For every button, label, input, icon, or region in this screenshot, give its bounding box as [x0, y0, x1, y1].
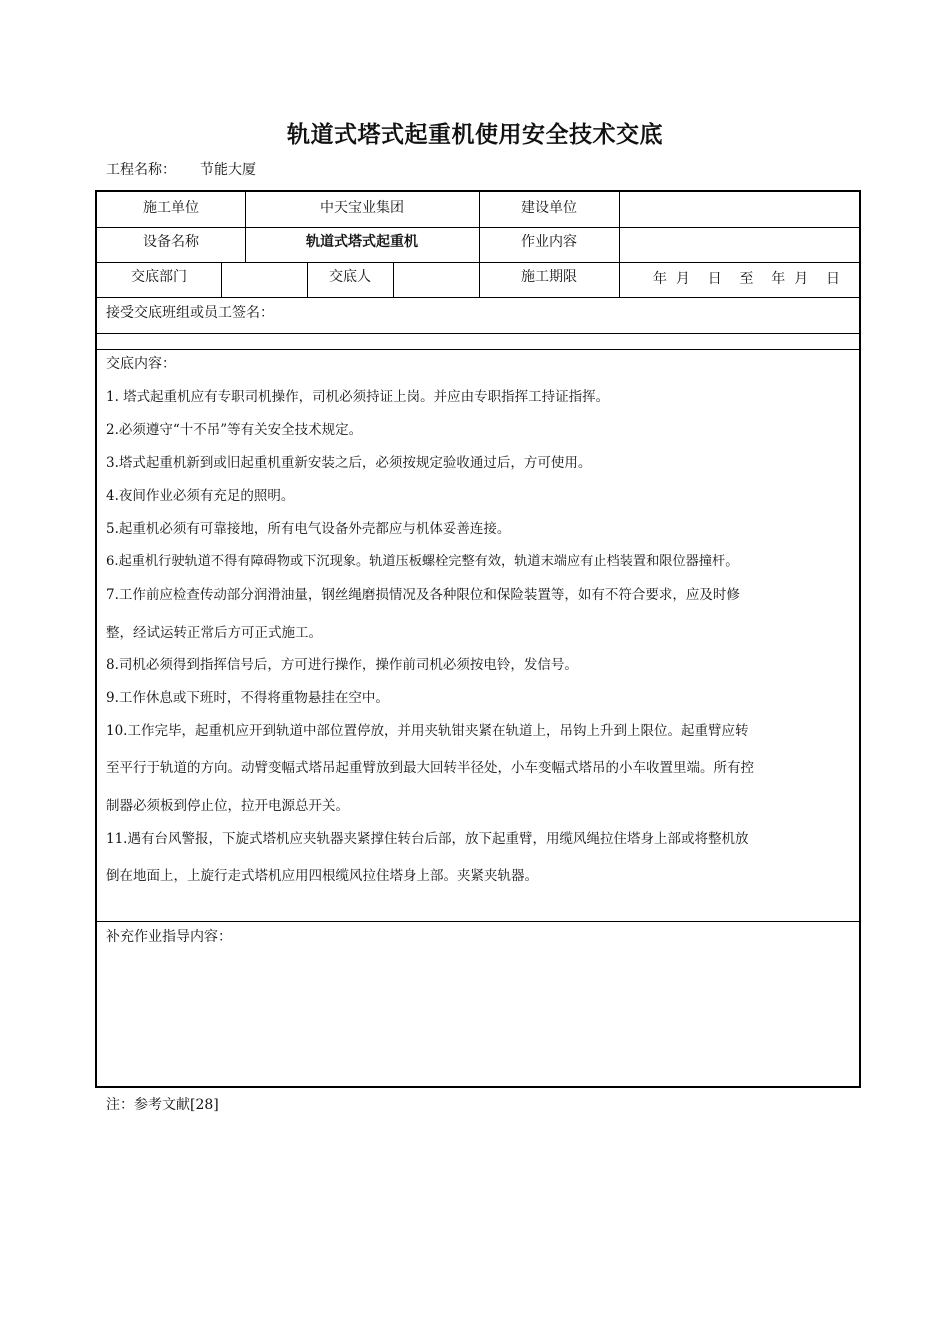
equipment-name-value: 轨道式塔式起重机: [306, 234, 418, 250]
content-line: 10.工作完毕，起重机应开到轨道中部位置停放，并用夹轨钳夹紧在轨道上，吊钩上升到上限位。起重臂应转: [106, 723, 749, 739]
column-divider: [221, 262, 222, 297]
equipment-name-label: 设备名称: [143, 234, 199, 250]
content-line: 6.起重机行驶轨道不得有障碍物或下沉现象。轨道压板螺栓完整有效，轨道末端应有止档装置和限位器撞杆。: [106, 554, 739, 569]
row-divider: [97, 349, 859, 350]
construction-period-label: 施工期限: [521, 269, 577, 285]
briefing-person-label: 交底人: [329, 269, 371, 285]
reference-note: 注：参考文献[28]: [106, 1097, 219, 1113]
content-line: 9.工作休息或下班时，不得将重物悬挂在空中。: [106, 690, 389, 706]
content-line: 8.司机必须得到指挥信号后，方可进行操作，操作前司机必须按电铃，发信号。: [106, 657, 578, 673]
construction-unit-value: 中天宝业集团: [320, 200, 404, 216]
row-divider: [97, 262, 859, 263]
content-line: 制器必须板到停止位，拉开电源总开关。: [106, 798, 349, 814]
work-content-label: 作业内容: [521, 234, 577, 250]
construction-period-value: 年 月 日 至 年 月 日: [653, 271, 841, 287]
content-line: 至平行于轨道的方向。动臂变幅式塔吊起重臂放到最大回转半径处，小车变幅式塔吊的小车收置里端。所有控: [106, 760, 754, 776]
row-divider: [97, 297, 859, 298]
document-title: 轨道式塔式起重机使用安全技术交底: [287, 122, 663, 148]
supplement-label: 补充作业指导内容：: [106, 929, 232, 945]
content-line: 5.起重机必须有可靠接地，所有电气设备外壳都应与机体妥善连接。: [106, 521, 511, 537]
column-divider: [393, 262, 394, 297]
content-line: 11.遇有台风警报，下旋式塔机应夹轨器夹紧撑住转台后部，放下起重臂，用缆风绳拉住塔身上部或将整机放: [106, 831, 749, 847]
row-divider: [97, 921, 859, 922]
signature-label: 接受交底班组或员工签名：: [106, 305, 274, 321]
owner-unit-label: 建设单位: [521, 200, 577, 216]
column-divider: [619, 192, 620, 297]
content-line: 倒在地面上，上旋行走式塔机应用四根缆风拉住塔身上部。夹紧夹轨器。: [106, 868, 538, 884]
project-name: [106, 159, 256, 179]
row-divider: [97, 333, 859, 334]
content-line: 2.必须遵守“十不吊”等有关安全技术规定。: [106, 422, 363, 438]
content-label: 交底内容：: [106, 356, 176, 372]
briefing-form-table: [95, 190, 861, 1088]
project-name-value: 节能大厦: [200, 162, 256, 178]
row-divider: [97, 227, 859, 228]
content-line: 整，经试运转正常后方可正式施工。: [106, 625, 322, 641]
briefing-dept-label: 交底部门: [131, 269, 187, 285]
content-line: 4.夜间作业必须有充足的照明。: [106, 488, 295, 504]
content-line: 7.工作前应检查传动部分润滑油量，钢丝绳磨损情况及各种限位和保险装置等，如有不符合要求，应及时修: [106, 587, 740, 603]
content-line: 3.塔式起重机新到或旧起重机重新安装之后，必须按规定验收通过后，方可使用。: [106, 455, 592, 471]
content-line: 1. 塔式起重机应有专职司机操作，司机必须持证上岗。并应由专职指挥工持证指挥。: [106, 389, 610, 405]
project-name-label: 工程名称：: [106, 162, 176, 178]
construction-unit-label: 施工单位: [143, 200, 199, 216]
